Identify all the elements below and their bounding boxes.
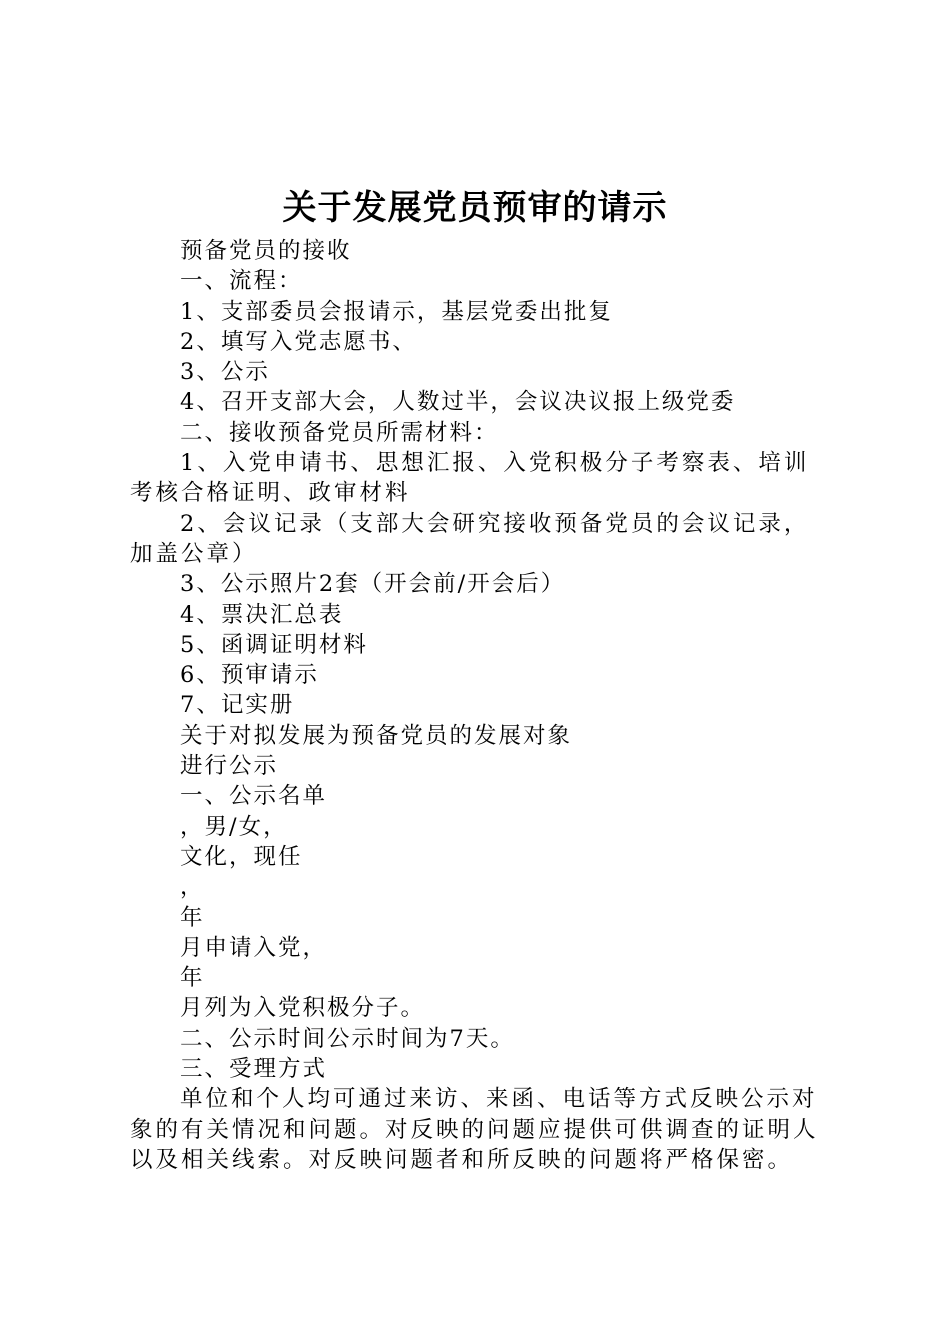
paragraph: 二、公示时间公示时间为7天。 <box>180 1025 515 1052</box>
paragraph: 5、函调证明材料 <box>180 631 368 658</box>
paragraph: ， <box>180 874 205 901</box>
paragraph: 3、公示照片2套（开会前/开会后） <box>180 571 566 598</box>
paragraph: 2、会议记录（支部大会研究接收预备党员的会议记录，加盖公章） <box>130 510 810 567</box>
paragraph: 3、公示 <box>180 359 270 386</box>
paragraph: 1、入党申请书、思想汇报、入党积极分子考察表、培训考核合格证明、政审材料 <box>130 450 810 507</box>
paragraph: 月申请入党， <box>180 934 328 961</box>
paragraph: 年 <box>180 904 205 931</box>
paragraph: 进行公示 <box>180 753 279 780</box>
paragraph: 三、受理方式 <box>180 1056 328 1083</box>
paragraph: 7、记实册 <box>180 692 295 719</box>
paragraph: 年 <box>180 965 205 992</box>
document-body <box>130 236 830 1175</box>
paragraph: 单位和个人均可通过来访、来函、电话等方式反映公示对象的有关情况和问题。对反映的问题应提供可供调查的证明人以及相关线索。对反映问题者和所反映的问题将严格保密。 <box>130 1086 819 1173</box>
paragraph: 文化，现任 <box>180 843 303 870</box>
paragraph: 一、公示名单 <box>180 783 328 810</box>
paragraph: 一、流程： <box>180 268 303 295</box>
paragraph: 月列为入党积极分子。 <box>180 995 426 1022</box>
paragraph: 4、票决汇总表 <box>180 601 344 628</box>
paragraph: ，男/女， <box>180 813 288 840</box>
paragraph: 关于对拟发展为预备党员的发展对象 <box>180 722 573 749</box>
paragraph: 二、接收预备党员所需材料： <box>180 419 499 446</box>
paragraph: 2、填写入党志愿书、 <box>180 328 417 355</box>
paragraph: 6、预审请示 <box>180 662 319 689</box>
document-title: 关于发展党员预审的请示 <box>282 188 668 228</box>
paragraph: 预备党员的接收 <box>180 238 352 264</box>
paragraph: 4、召开支部大会，人数过半，会议决议报上级党委 <box>180 389 736 416</box>
paragraph: 1、支部委员会报请示，基层党委出批复 <box>180 298 613 325</box>
